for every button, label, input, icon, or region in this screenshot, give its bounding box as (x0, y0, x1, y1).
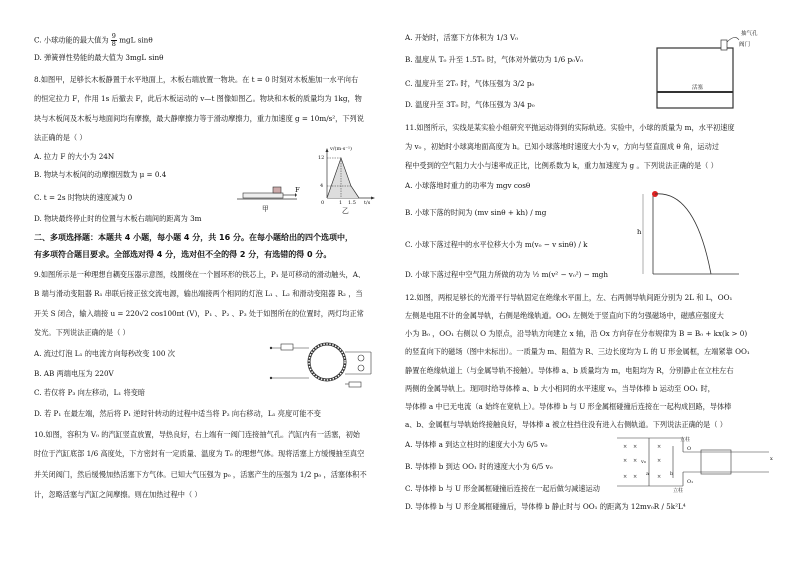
q10-stem-2: 时位于汽缸底部 1/6 高度处，下方密封有一定质量、温度为 T₀ 的理想气体。现将活塞上方缓慢抽至真空 (34, 449, 365, 458)
q8-stem-3: 块与木板间及木板与地面间均有摩擦，最大静摩擦力等于滑动摩擦力，重力加速度 g = 10m/s²，下列说 (34, 114, 364, 123)
q8-graph-x0: 0 (321, 200, 325, 206)
q8-graph-x1: 1 (339, 200, 343, 206)
pump-label-hole: 抽气孔 (741, 31, 758, 37)
q11-option-a: A. 小球落地时重力的功率为 mgv cosθ (405, 181, 531, 190)
q12-fig-label-x: x (770, 456, 773, 462)
left-column (12, 0, 389, 561)
q12-fig-label-post2: 立柱 (673, 488, 684, 494)
svg-text:×: × (623, 444, 628, 450)
q9-stem-2: B 端与滑动变阻器 R₁ 串联后接正弦交流电源，输出端接两个相同的灯泡 L₁ 、L₂ 和滑动变阻器 R₂ ，当 (34, 289, 363, 298)
svg-text:×: × (623, 474, 628, 480)
q9-transformer-figure (267, 338, 377, 393)
svg-text:×: × (657, 474, 662, 480)
q11-stem-2: 为 v₀ ，初始时小球离地面高度为 h。已知小球落地时速度大小为 v，方向与竖直面成 θ 角，运动过 (405, 142, 719, 151)
q9-option-b: B. AB 两端电压为 220V (34, 369, 114, 378)
svg-text:×: × (657, 458, 662, 464)
q10-option-a: A. 开始时，活塞下方体积为 1/3 V₀ (405, 33, 519, 42)
q8-graph-x15: 1.5 (348, 200, 356, 206)
q8-stem-1: 8.如图甲，足够长木板静置于水平地面上，木板右端放置一物块。在 t = 0 时刻对木板施加一水平向右 (34, 75, 359, 84)
q11-stem-1: 11.如图所示，实线是某实验小组研究平抛运动得到的实际轨迹。实验中，小球的质量为 m，水平初速度 (405, 123, 735, 132)
q11-stem-3: 程中受到的空气阻力大小与速率成正比，比例系数为 k，重力加速度为 g 。下列说法正确的是（ ） (405, 161, 718, 170)
q8-graph-y12: 12 (318, 155, 325, 161)
q12-fig-label-v0: v₀ (641, 459, 646, 465)
q12-stem-7: 导体棒 a 中已无电流（a 始终在宽轨上）。导体棒 b 与 U 形金属框碰撞后连接在一起构成回路，导体棒 (405, 402, 732, 411)
q8-option-a: A. 拉力 F 的大小为 24N (34, 152, 115, 161)
q7-option-c: C. 小球动能的最大值为 $\frac{9}{8}$ mgL sinθ (34, 32, 153, 48)
q11-trajectory-figure (635, 182, 745, 282)
q8-stem-4: 法正确的是（ ） (34, 133, 87, 142)
q12-option-a: A. 导体棒 a 到达立柱时的速度大小为 6/5 v₀ (405, 440, 548, 449)
pump-label-piston: 活塞 (692, 85, 704, 91)
q12-option-d: D. 导体棒 b 与 U 形金属框碰撞后，导体棒 b 静止时与 OO₁ 的距离为 12mv₀R / 5k²L⁴ (405, 502, 686, 511)
q8-graph-y4: 4 (320, 183, 324, 189)
q8-stem-2: 的恒定拉力 F，作用 1s 后撤去 F，此后木板运动的 v—t 图像如图乙。物块和木板的质量均为 1kg，物 (34, 94, 362, 103)
q9-stem-1: 9.如图所示是一种理想自耦变压器示意图，线圈绕在一个圆环形的铁芯上，P₁ 是可移动的滑动触头，A、 (34, 270, 366, 279)
q12-fig-label-o1: O₁ (687, 479, 694, 485)
q12-fig-label-post: 立柱 (680, 437, 691, 443)
q12-stem-8: a、b、金属框与导轨始终接触良好，导体棒 a 被立柱挡住没有进入右侧轨道。下列说法正确的是（ ） (405, 420, 727, 429)
q12-stem-5: 静置在绝缘轨道上（与金属导轨不接触）。导体棒 a、b 质量均为 m，电阻均为 R，分别静止在立柱左右 (405, 366, 734, 375)
q11-option-c: C. 小球下落过程中的水平位移大小为 m(v₀ − v sinθ) / k (405, 240, 588, 249)
svg-text:×: × (657, 444, 662, 450)
svg-text:×: × (633, 458, 638, 464)
q12-stem-6: 两侧的金属导轨上。现同时给导体棒 a、b 大小相同的水平速度 v₀，当导体棒 b 运动至 OO₁ 时， (405, 384, 715, 393)
q11-h-label: h (637, 228, 642, 236)
q8-option-b: B. 物块与木板间的动摩擦因数为 μ = 0.4 (34, 170, 167, 179)
q10-option-c: C. 温度升至 2T₀ 时，气体压强为 3/2 p₀ (405, 79, 535, 88)
svg-text:×: × (623, 458, 628, 464)
q10-option-b: B. 温度从 T₀ 升至 1.5T₀ 时，气体对外做功为 1/6 p₀V₀ (405, 55, 584, 64)
q8-force-label: F (295, 186, 300, 194)
q12-stem-1: 12.如图，两根足够长的光滑平行导轨固定在绝缘水平面上，左、右两侧导轨间距分别为 2L 和 L，OO₁ (405, 293, 733, 302)
q8-fig-jia-label: 甲 (262, 205, 269, 213)
q9-stem-4: 发光。下列说法正确的是（ ） (34, 328, 130, 337)
q10-stem-3: 并关闭阀门，然后缓慢加热活塞下方气体。已知大气压强为 p₀ ，活塞产生的压强为 1/2 p₀ ，活塞体积不 (34, 470, 367, 479)
q9-option-a: A. 流过灯泡 L₁ 的电流方向每秒改变 100 次 (34, 349, 175, 358)
q10-stem-4: 计，忽略活塞与汽缸之间摩擦。则在加热过程中（ ） (34, 490, 202, 499)
q8-option-c: C. t = 2s 时物块的速度减为 0 (34, 193, 133, 202)
q12-stem-4: 的竖直向下的磁场（图中未标出）。一质量为 m、阻值为 R、三边长度均为 L 的 U 形金属框，左端紧靠 OO₁ (405, 347, 750, 356)
svg-text:×: × (633, 444, 638, 450)
pump-label-valve: 阀门 (739, 42, 751, 48)
q12-option-b: B. 导体棒 b 到达 OO₁ 时的速度大小为 6/5 v₀ (405, 462, 553, 471)
q7-option-d: D. 弹簧弹性势能的最大值为 3mgL sinθ (34, 53, 164, 62)
svg-text:×: × (633, 474, 638, 480)
q12-fig-label-b: b (670, 471, 674, 477)
q8-fig-yi-label: 乙 (342, 207, 349, 215)
q10-stem-1: 10.如图，容积为 V₀ 的汽缸竖直放置，导热良好，右上端有一阀门连接抽气孔。汽缸内有一活塞，初始 (34, 430, 360, 439)
q12-fig-label-a: a (646, 471, 649, 477)
q12-stem-2: 左侧是电阻不计的金属导轨，右侧是绝缘轨道。OO₁ 左侧处于竖直向下的匀强磁场中，磁感应强度大 (405, 311, 724, 320)
right-column (405, 0, 782, 561)
section2-title-1: 二、多项选择题：本题共 4 小题，每小题 4 分，共 16 分。在每小题给出的四个选项中， (34, 233, 353, 242)
q8-graph-xunit: t/s (364, 200, 371, 206)
q11-option-b: B. 小球下落的时间为 (mv sinθ + kh) / mg (405, 208, 547, 217)
q11-option-d: D. 小球下落过程中空气阻力所做的功为 ½ m(v² − v₀²) − mgh (405, 270, 609, 279)
q9-option-d: D. 若 P₁ 在最左端，然后将 P₁ 逆时针转动的过程中适当将 P₂ 向右移动，L₁ 亮度可能不变 (34, 409, 321, 418)
q12-stem-3: 小为 B₀ ，OO₁ 右侧以 O 为原点，沿导轨方向建立 x 轴，沿 Ox 方向存在分布规律为 B = B₀ + kx(k > 0) (405, 329, 748, 338)
q9-stem-3: 开关 S 闭合，输入端接 u = 220√2 cos100πt (V)，P₁ 、P₂ 、P₃ 处于如图所在的位置时，两灯均正常 (34, 309, 364, 318)
q10-cylinder-figure (655, 32, 745, 110)
q8-vt-graph (317, 148, 377, 206)
q8-option-d: D. 物块最终停止时的位置与木板右端间的距离为 3m (34, 214, 202, 223)
q8-graph-ylabel: v/(m·s⁻¹) (330, 146, 352, 152)
q10-option-d: D. 温度升至 3T₀ 时，气体压强为 3/4 p₀ (405, 100, 535, 109)
section2-title-2: 有多项符合题目要求。全部选对得 4 分，选对但不全的得 2 分，有选错的得 0 分。 (34, 250, 332, 259)
q12-fig-label-o: O (687, 446, 692, 452)
q9-option-c: C. 若仅将 P₃ 向左移动，L₁ 将变暗 (34, 388, 146, 397)
q12-option-c: C. 导体棒 b 与 U 形金属框碰撞后连接在一起后做匀减速运动 (405, 484, 600, 493)
